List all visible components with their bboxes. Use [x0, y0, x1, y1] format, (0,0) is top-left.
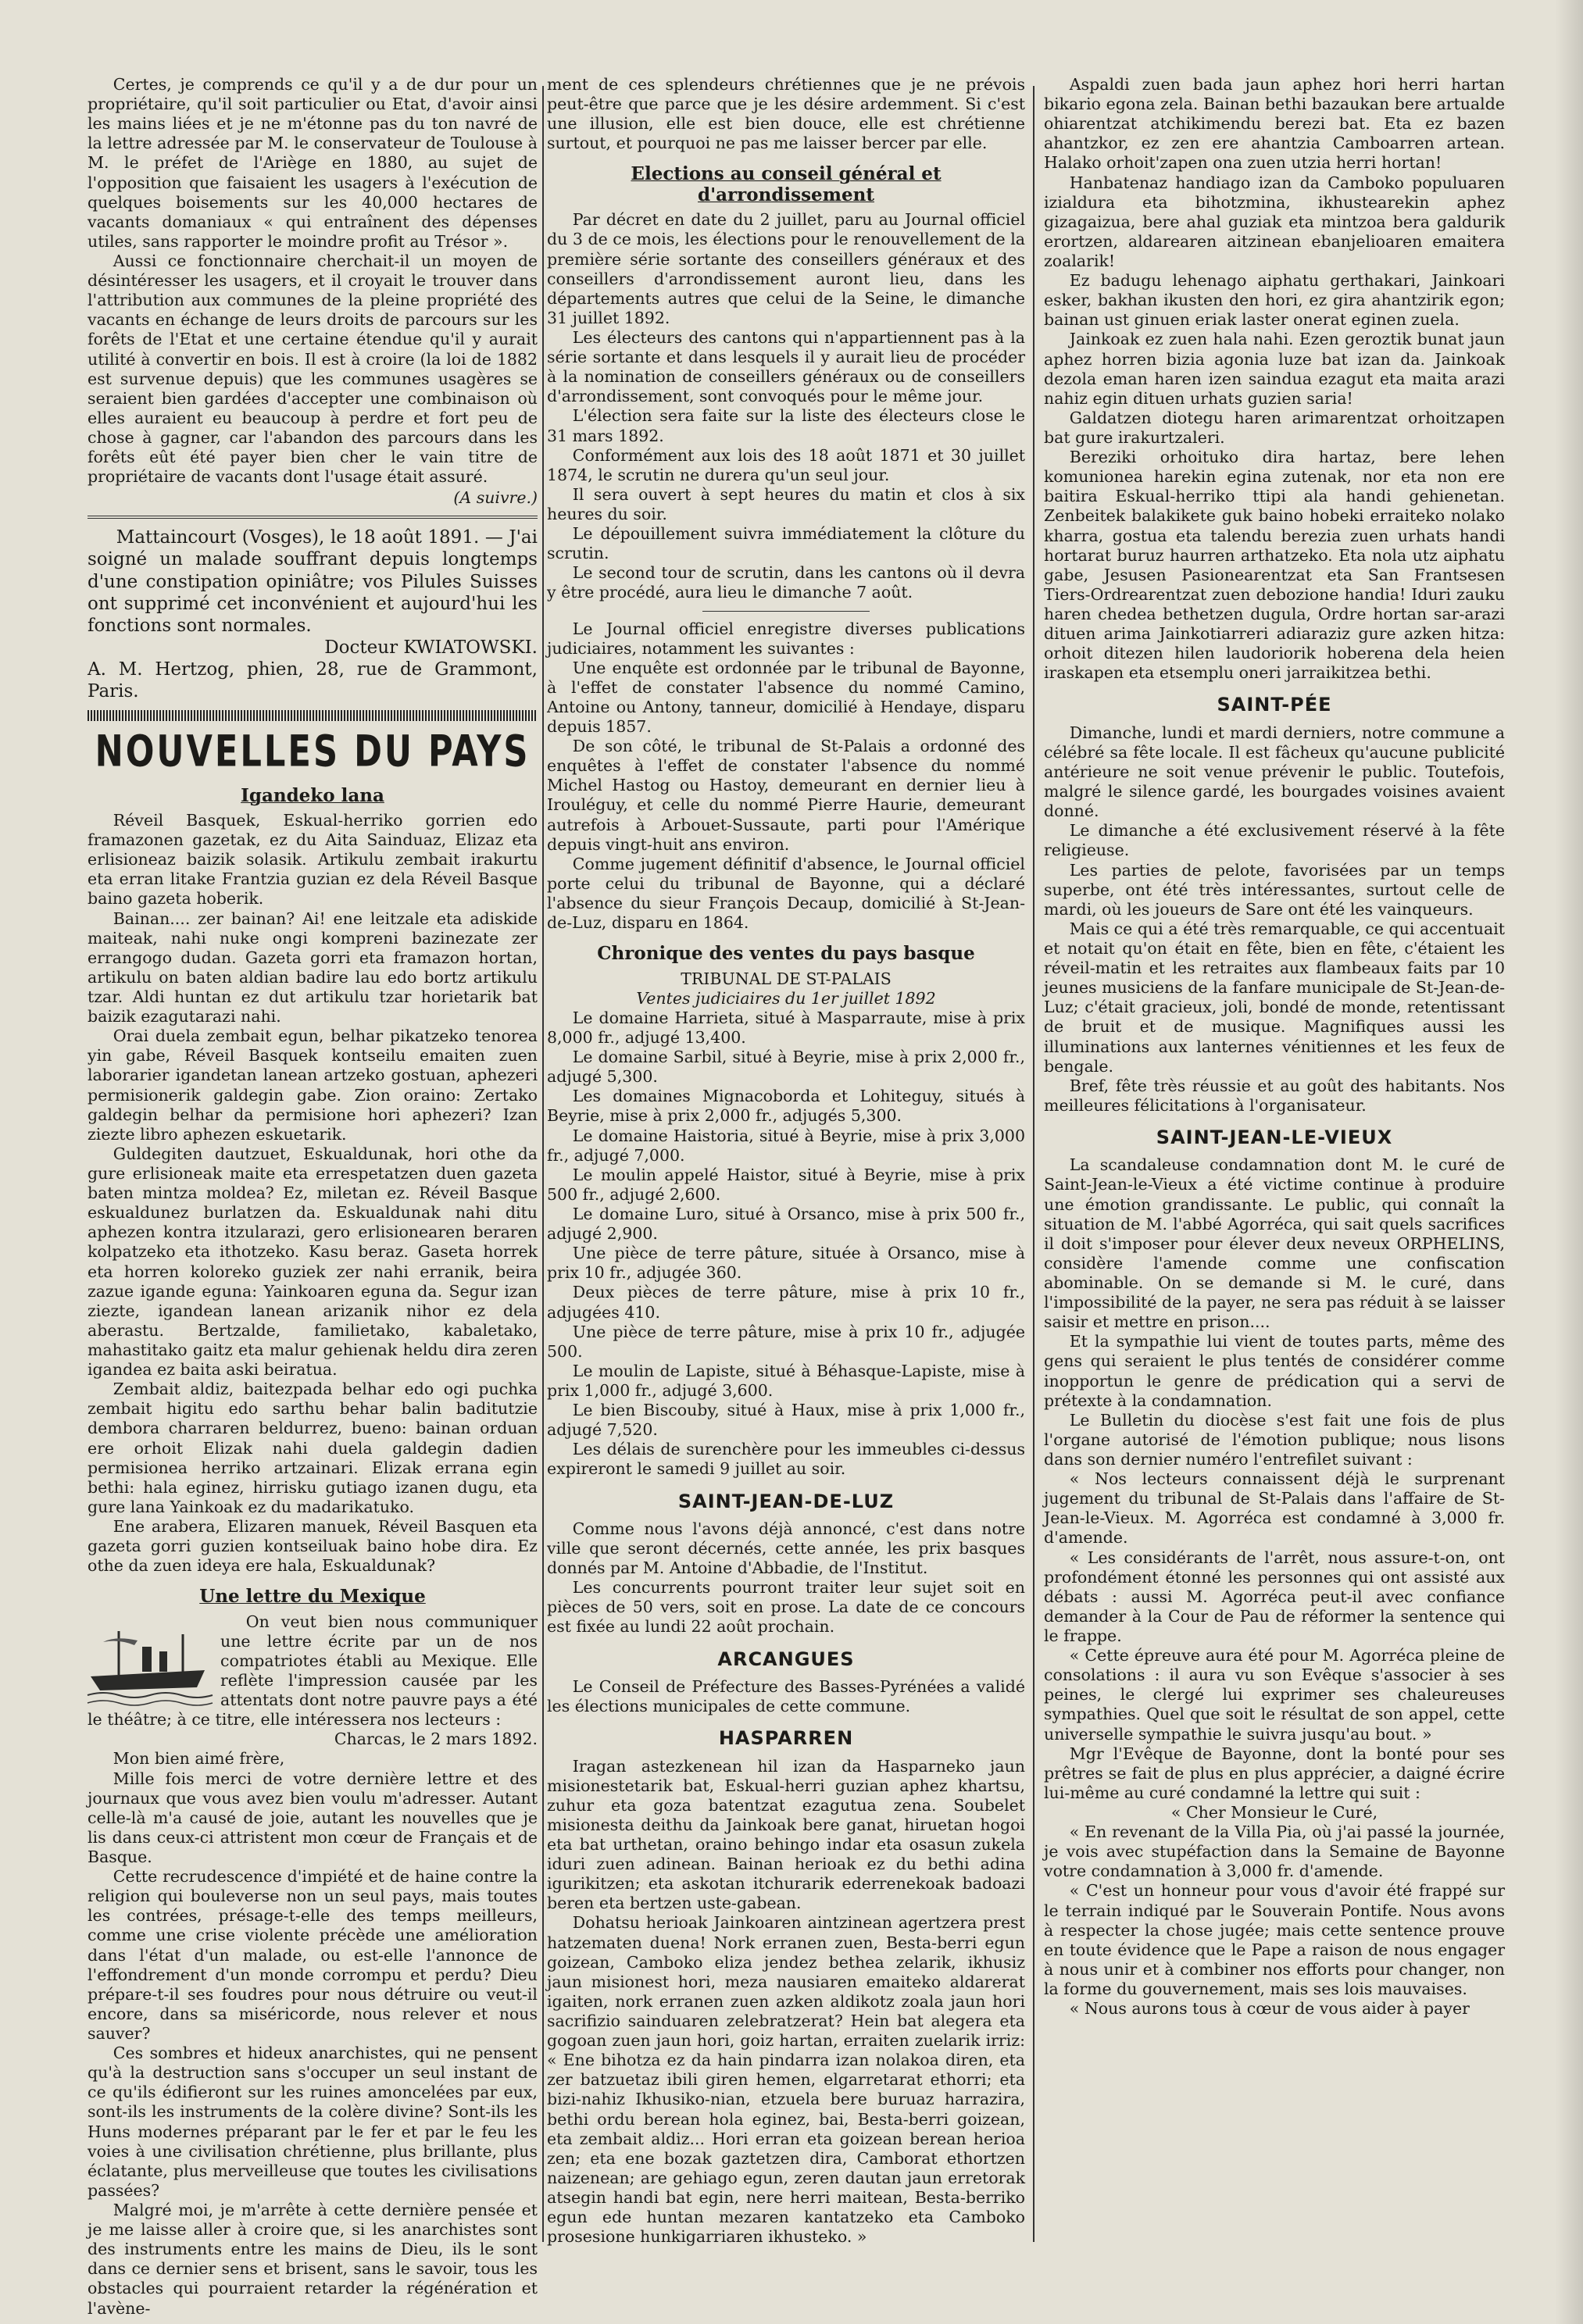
- article-paragraph: « Cette épreuve aura été pour M. Agorréca pleine de consolations : il aura vu son Evêque s'associer à ses peines, le clergé lui exprimer ses chaleureuses sympathies. Quel que soit le résultat de son appel, cette universelle sympathie le suivra jusqu'au bout. »: [1044, 1646, 1505, 1744]
- ad-address: A. M. Hertzog, phien, 28, rue de Grammont, Paris.: [88, 659, 538, 701]
- article-paragraph: Le dépouillement suivra immédiatement la clôture du scrutin.: [547, 524, 1025, 563]
- article-paragraph: La scandaleuse condamnation dont M. le curé de Saint-Jean-le-Vieux a été victime continue à produire une émotion grandissante. Le public, qui connaît la situation de M. l'abbé Agorréca, qui sait quels sacrifices il doit s'imposer pour élever deux neveux ORPHELINS, considère l'amende comme une confiscation abominable. On se demande si M. le curé, dans l'impossibilité de la payer, ne sera pas réduit à se laisser saisir et mettre en prison....: [1044, 1155, 1505, 1332]
- article-paragraph: Ene arabera, Elizaren manuek, Réveil Basquen eta gazeta gorri guzien kontseiluak baino hobe dira. Ez othe da zuen ideya ere hala, Eskualdunak?: [88, 1516, 538, 1576]
- sale-item: Le domaine Haistoria, situé à Beyrie, mise à prix 3,000 fr., adjugé 7,000.: [547, 1126, 1025, 1165]
- article-paragraph: Bereziki orhoituko dira hartaz, bere lehen komunionea harekin egina zutenak, nor eta non ere baitira Eskual-herriko ttipi ala handi gehienetan. Zenbeitek balakikete guk baino hobeki erraiteko nolako kharra, gostua eta talendu berezia zuen urhats handi hortarat buruz haurren arthatzeko. Eta nola utz aiphatu gabe, Jesusen Pasionearentzat eta San Frantsesen Tiers-Ordrearentzat zuen debozione handia! Iduri zauku haren chedea bethetzen dugula, Ordre hortan sar-arazi dituen arima Jainkotiarreri adiaraziz gure azken hitza: orhoit ditezen hilen laudoriorik hoberena dela heien iraskapen eta etsemplu oneri jarraikitzea bethi.: [1044, 448, 1505, 683]
- ad-signature: Docteur KWIATOWSKI.: [324, 637, 538, 658]
- article-paragraph: Ces sombres et hideux anarchistes, qui ne pensent qu'à la destruction sans s'occuper un seul instant de ce qu'ils édifieront sur les ruines amoncelées par eux, sont-ils les instruments de la colère divine? Sont-ils les Huns modernes préparant par le fer et par le feu les voies à une civilisation chrétienne, plus brillante, plus éclatante, plus merveilleuse que toutes les civilisations passées?: [88, 2044, 538, 2200]
- sale-item: Les délais de surenchère pour les immeubles ci-dessus expireront le samedi 9 juillet au soir.: [547, 1440, 1025, 1479]
- letter-date: Charcas, le 2 mars 1892.: [334, 1730, 538, 1749]
- article-paragraph: Le dimanche a été exclusivement réservé à la fête religieuse.: [1044, 821, 1505, 860]
- article-paragraph: Bref, fête très réussie et au goût des habitants. Nos meilleures félicitations à l'organisateur.: [1044, 1076, 1505, 1115]
- article-paragraph: Une enquête est ordonnée par le tribunal de Bayonne, à l'effet de constater l'absence du nommé Camino, Antoine ou Antony, tanneur, domicilié à Hendaye, disparu depuis 1857.: [547, 658, 1025, 737]
- article-paragraph: Aspaldi zuen bada jaun aphez hori herri hartan bikario egona zela. Bainan bethi bazaukan bere artualde ohiarentzat atchikimendu berezi bat. Eta ez bazen ahantzkor, ez zen ere ahantzia Camboarren artean. Halako orhoit'zapen ona zuen utzia herri hortan!: [1044, 75, 1505, 173]
- article-paragraph: Le second tour de scrutin, dans les cantons où il devra y être procédé, aura lieu le dimanche 7 août.: [547, 563, 1025, 602]
- article-paragraph: Malgré moi, je m'arrête à cette dernière pensée et je me laisse aller à croire que, si les anarchistes sont des instruments entre les mains de Dieu, ils le sont dans ce dernier sens et brisent, sans le savoir, tous les obstacles qui pourraient retarder la régénération et l'avène-: [88, 2201, 538, 2318]
- column-rule-2: [1033, 86, 1034, 2242]
- tribunal-label: TRIBUNAL DE ST-PALAIS: [681, 969, 892, 988]
- article-paragraph: Mgr l'Evêque de Bayonne, dont la bonté pour ses prêtres se fait de plus en plus apprécier, a daigné écrire lui-même au curé condamné la lettre qui suit :: [1044, 1744, 1505, 1802]
- article-paragraph: On veut bien nous communiquer une lettre écrite par un de nos compatriotes établi au Mexique. Elle reflète l'impression causée par les attentats dont notre pauvre pays a été le théâtre; à ce titre, elle intéressera nos lecteurs :: [88, 1612, 538, 1730]
- article-paragraph: Orai duela zembait egun, belhar pikatzeko tenorea yin gabe, Réveil Basquek kontseilu emaiten zuen laborarier igandetan lanean artzeko gostuan, aphezeri permisionerik galdegin gabe. Zion oraino: Zertako galdegin belhar da permisione hori aphezeri? Izan ziezte libro aphezen eskuetarik.: [88, 1026, 538, 1144]
- article-paragraph: Comme jugement définitif d'absence, le Journal officiel porte celui du tribunal de Bayonne, qui a déclaré l'absence du sieur François Decaup, domicilié à St-Jean-de-Luz, disparu en 1864.: [547, 854, 1025, 933]
- headline-saint-jean-le-vieux: SAINT-JEAN-LE-VIEUX: [1156, 1126, 1393, 1148]
- sale-item: Une pièce de terre pâture, mise à prix 10 fr., adjugée 500.: [547, 1322, 1025, 1361]
- article-paragraph: Jainkoak ez zuen hala nahi. Ezen geroztik bunat jaun aphez horren bizia agonia luze bat izan da. Jainkoak dezola eman haren izen saindua ezagut eta maita arazi nahiz egin dituen urhats guzien saria!: [1044, 330, 1505, 408]
- article-paragraph: Et la sympathie lui vient de toutes parts, même des gens qui seraient le plus tentés de considérer comme inopportun le genre de prédication qui a servi de prétexte à la condamnation.: [1044, 1332, 1505, 1410]
- column-rule-1: [542, 86, 544, 2242]
- article-paragraph: Zembait aldiz, baitezpada belhar edo ogi puchka zembait higitu edo sarthu behar balin baditutzie dembora charraren beldurrez, bueno: bainan orduan ere orhoit Elizak nahi duela galdegin dadien permisionea herriko artzainari. Elizak errana egin bethi: hala eginez, hirrisku gutiago izanen dugu, eta gure lana Yainkoak ez du madarikatuko.: [88, 1380, 538, 1516]
- article-paragraph: Guldegiten dautzuet, Eskualdunak, hori othe da gure erlisioneak maite eta errespetatzen duen gazeta baten mintza moldea? Ez, miletan ez. Réveil Basque eskualdunez burlatzen da. Eskualdunak nahi ditu aphezen kontra itzularazi, gero erlisionearen beraren kolpatzeko eta ithotzeko. Kasu beraz. Gaseta horrek eta horren koloreko guziek zer nahi erranik, beira zazue igande eguna: Yainkoaren eguna da. Segur izan ziezte, igandean lanean arizanik nihor ez dela aberastu. Bertzalde, familietako, kabaletako, mahastitako gaitz eta malur gehienak heldu dira zeren igandea ez baita aski beiratua.: [88, 1144, 538, 1380]
- headline-saint-jean-de-luz: SAINT-JEAN-DE-LUZ: [677, 1490, 895, 1512]
- article-paragraph: Mais ce qui a été très remarquable, ce qui accentuait et notait qu'on était en fête, bien en fête, c'étaient les réveil-matin et les retraites aux flambeaux faits par 10 jeunes musiciens de la fanfare municipale de St-Jean-de-Luz; c'était gracieux, joli, bondé de monde, retentissant de bruit et de musique. Magnifiques aussi les illuminations aux lanternes vénitiennes et les feux de bengale.: [1044, 919, 1505, 1076]
- headline-hasparren: HASPARREN: [718, 1727, 854, 1750]
- article-paragraph: Il sera ouvert à sept heures du matin et clos à six heures du soir.: [547, 484, 1025, 523]
- article-paragraph: Hanbatenaz handiago izan da Camboko populuaren izialdura eta bihotzmina, ikhustearekin aphez gizagaizua, bere ahal guziak eta mintzoa bera galdurik erortzen, aldarearen aitzinean ebanjelioaren emaitera zoalarik!: [1044, 173, 1505, 270]
- article-paragraph: Dimanche, lundi et mardi derniers, notre commune a célébré sa fête locale. Il est fâcheux qu'aucune publicité antérieure ne soit venue prévenir le public. Toutefois, malgré le silence gardé, les bourgades voisines avaient donné.: [1044, 723, 1505, 821]
- headline-elections: Elections au conseil général et d'arrondissement: [631, 163, 942, 205]
- steamship-illustration: [88, 1615, 213, 1709]
- headline-arcangues: ARCANGUES: [717, 1648, 855, 1670]
- sale-item: Le domaine Sarbil, situé à Beyrie, mise à prix 2,000 fr., adjugé 5,300.: [547, 1048, 1025, 1087]
- article-paragraph: « Les considérants de l'arrêt, nous assure-t-on, ont profondément étonné les personnes qui ont assisté aux débats : aussi M. Agorréca peut-il avec confiance demander à la Cour de Pau de réformer la sentence qui le frappe.: [1044, 1548, 1505, 1645]
- article-paragraph: Comme nous l'avons déjà annoncé, c'est dans notre ville que seront décernés, cette année, les prix basques donnés par M. Antoine d'Abbadie, de l'Institut.: [547, 1519, 1025, 1578]
- article-paragraph: Les parties de pelote, favorisées par un temps superbe, ont été très intéressantes, surtout celle de mardi, où les joueurs de Sare ont été les vainqueurs.: [1044, 860, 1505, 919]
- article-paragraph: Cette recrudescence d'impiété et de haine contre la religion qui bouleverse non un seul pays, mais toutes les contrées, présage-t-elle des temps meilleurs, comme une crise violente précède une amélioration dans l'état d'un malade, ou est-elle l'annonce de l'effondrement d'un monde corrompu et perdu? Dieu prépare-t-il ses foudres pour nous détruire ou veut-il encore, dans sa miséricorde, nous relever et nous sauver?: [88, 1867, 538, 2044]
- sale-item: Le moulin de Lapiste, situé à Béhasque-Lapiste, mise à prix 1,000 fr., adjugé 3,600.: [547, 1361, 1025, 1400]
- article-paragraph: Les électeurs des cantons qui n'appartiennent pas à la série sortante et dans lesquels il y aurait lieu de procéder à la nomination de conseillers généraux ou de conseillers d'arrondissement, sont convoqués pour le même jour.: [547, 327, 1025, 406]
- ornamental-band: [88, 710, 538, 721]
- headline-lettre-mexique: Une lettre du Mexique: [199, 1586, 426, 1608]
- article-paragraph: Le Conseil de Préfecture des Basses-Pyrénées a validé les élections municipales de cette commune.: [547, 1676, 1025, 1716]
- sale-item: Une pièce de terre pâture, située à Orsanco, mise à prix 10 fr., adjugée 360.: [547, 1244, 1025, 1283]
- headline-saint-pee: SAINT-PÉE: [1217, 694, 1332, 716]
- article-paragraph: Mille fois merci de votre dernière lettre et des journaux que vous avez bien voulu m'adresser. Autant celle-là m'a causé de joie, autant les nouvelles que je lis dans ceux-ci attristent mon cœur de Français et de Basque.: [88, 1769, 538, 1867]
- column-1: [88, 75, 538, 2318]
- letter-salutation: Mon bien aimé frère,: [113, 1749, 285, 1769]
- article-paragraph: Conformément aux lois des 18 août 1871 et 30 juillet 1874, le scrutin ne durera qu'un seul jour.: [547, 445, 1025, 484]
- article-paragraph: « C'est un honneur pour vous d'avoir été frappé sur le terrain indiqué par le Souverain Pontife. Nous avons à respecter la chose jugée; mais cette sentence prouve en toute évidence que le Pape a raison de nous engager à nous unir et à combiner nos efforts pour changer, non la forme du gouvernement, mais ses lois mauvaises.: [1044, 1881, 1505, 1998]
- sale-item: Le moulin appelé Haistor, situé à Beyrie, mise à prix 500 fr., adjugé 2,600.: [547, 1165, 1025, 1204]
- article-paragraph: « Nos lecteurs connaissent déjà le surprenant jugement du tribunal de St-Palais dans l'affaire de St-Jean-le-Vieux. M. Agorréca est condamné à 3,000 fr. d'amende.: [1044, 1469, 1505, 1548]
- sale-item: Le domaine Luro, situé à Orsanco, mise à prix 500 fr., adjugé 2,900.: [547, 1205, 1025, 1244]
- article-paragraph: Certes, je comprends ce qu'il y a de dur pour un propriétaire, qu'il soit particulier ou Etat, d'avoir ainsi les mains liées et je ne m'étonne pas du ton navré de la lettre adressée par M. le conservateur de Toulouse à M. le préfet de l'Ariège en 1880, au sujet de l'opposition que faisaient les usagers à l'exécution de quelques boisements sur les 40,000 hectares de vacants domaniaux « qui entraînent des dépenses utiles, sans rapporter le moindre profit au Trésor ».: [88, 75, 538, 251]
- article-paragraph: « Nous aurons tous à cœur de vous aider à payer: [1069, 1999, 1470, 2019]
- sale-item: Deux pièces de terre pâture, mise à prix 10 fr., adjugées 410.: [547, 1283, 1025, 1322]
- article-paragraph: De son côté, le tribunal de St-Palais a ordonné des enquêtes à l'effet de constater l'absence du nommé Michel Hastog ou Hastoy, demeurant en dernier lieu à Irouléguy, et celle du nommé Pierre Haurie, demeurant autrefois à Arbouet-Sussaute, parti pour l'Amérique depuis vingt-huit ans environ.: [547, 737, 1025, 854]
- article-paragraph: Par décret en date du 2 juillet, paru au Journal officiel du 3 de ce mois, les élections pour le renouvellement de la première série sortante des conseillers généraux et des conseillers d'arrondissement auront lieu, dans les départements autres que celui de la Seine, le dimanche 31 juillet 1892.: [547, 210, 1025, 327]
- article-paragraph: Les concurrents pourront traiter leur sujet soit en pièces de 50 vers, soit en prose. La date de ce concours est fixée au lundi 22 août prochain.: [547, 1578, 1025, 1637]
- column-3: [1044, 75, 1505, 2297]
- article-paragraph: Le Journal officiel enregistre diverses publications judiciaires, notamment les suivantes :: [547, 619, 1025, 658]
- sale-item: Le bien Biscouby, situé à Haux, mise à prix 1,000 fr., adjugé 7,520.: [547, 1401, 1025, 1440]
- article-paragraph: Réveil Basquek, Eskual-herriko gorrien edo framazonen gazetak, ez du Aita Sainduaz, Elizaz eta erlisioneaz baizik solasik. Artikulu zembait irakurtu eta erran litake Frantzia guzian ez dela Réveil Basque baino gazeta hoberik.: [88, 811, 538, 909]
- article-paragraph: Aussi ce fonctionnaire cherchait-il un moyen de désintéresser les usagers, et il croyait le trouver dans l'attribution aux communes de la pleine propriété des vacants en échange de leurs droits de parcours sur les forêts de l'Etat et une certaine étendue qu'il y aurait utilité à convertir en bois. Il est à croire (la loi de 1882 est survenue depuis) que les communes usagères se seraient bien gardées d'accepter une combinaison où elles auraient eu beaucoup à perdre et fort peu de chose à gagner, car l'abandon des parcours dans les forêts eût été payer bien cher le vain titre de propriétaire de vacants dont l'usage était assuré.: [88, 251, 538, 487]
- article-paragraph: Ez badugu lehenago aiphatu gerthakari, Jainkoari esker, bakhan ikusten den hori, ez gira ahantzirik egon; bainan ust ginuen eriak laster onerat eginen zuela.: [1044, 271, 1505, 330]
- article-paragraph: Dohatsu herioak Jainkoaren aintzinean agertzera prest hatzematen duena! Nork erranen zuen, Besta-berri egun goizean, Camboko eliza jendez bethea zelarik, ikhusiz jaun misionest hori, meza nausiaren emaiteko aldarerat igaiten, nork erranen zuen azken aldikotz zoala jaun hori sacrifizio sainduaren zelebratzerat? Hein bat alegera eta gogoan zuen jaun hori, goiz hartan, erraiten zuelarik irriz: « Ene bihotza ez da hain pindarra izan nolakoa diren, eta zer batzuetaz ibili giren hemen, elgarretarat ethorri; eta bizi-nahiz Ikhusiko-nian, etzuela bere buruaz harrazira, bethi ordu berean hola eginez, bai, Besta-berri goizean, eta zembait aldiz... Hori erran eta goizean berean herioa zen; eta ene bozak gaztetzen dira, Camborat ethortzen naizenean; are gehiago egun, zeren dautan jaun erretorak atsegin handi bat egin, nere herri maitean, Besta-berriko egun ede huntan mezaren kantatzeko eta Camboko prosesione hunkigarriaren ikhusteko. »: [547, 1913, 1025, 2247]
- article-paragraph: « En revenant de la Villa Pia, où j'ai passé la journée, je vois avec stupéfaction dans la Semaine de Bayonne votre condamnation à 3,000 fr. d'amende.: [1044, 1822, 1505, 1881]
- sale-item: Le domaine Harrieta, situé à Masparraute, mise à prix 8,000 fr., adjugé 13,400.: [547, 1008, 1025, 1048]
- article-paragraph: Galdatzen diotegu haren arimarentzat orhoitzapen bat gure irakurtzaleri.: [1044, 408, 1505, 447]
- article-paragraph: ment de ces splendeurs chrétiennes que je ne prévois peut-être que parce que je les désire ardemment. Si c'est une illusion, elle est bien douce, elle est chrétienne surtout, et pourquoi ne pas me laisser bercer par elle.: [547, 75, 1025, 153]
- article-paragraph: Bainan.... zer bainan? Ai! ene leitzale eta adiskide maiteak, nahi nuke ongi kompreni bazinezate zer errangogo dudan. Gazeta gorri eta framazon hortan, artikulu on baten aldian badire lau edo bortz artikulu tzar. Aldi huntan ez dut artikulu tzar horietarik bat baizik ezagutarazi nahi.: [88, 909, 538, 1026]
- ad-text: Mattaincourt (Vosges), le 18 août 1891. — J'ai soigné un malade souffrant depuis longtemps d'une constipation opiniâtre; vos Pilules Suisses ont supprimé cet inconvénient et aujourd'hui les fonctions sont normales.: [88, 527, 538, 636]
- to-be-continued: (A suivre.): [453, 488, 538, 508]
- article-paragraph: Le Bulletin du diocèse s'est fait une fois de plus l'organe autorisé de l'émotion publique; nous lisons dans son dernier numéro l'entrefilet suivant :: [1044, 1410, 1505, 1469]
- headline-chronique-ventes: Chronique des ventes du pays basque: [597, 943, 975, 965]
- letter-salutation: « Cher Monsieur le Curé,: [1170, 1802, 1378, 1822]
- ventes-label: Ventes judiciaires du 1er juillet 1892: [636, 988, 936, 1008]
- sale-item: Les domaines Mignacoborda et Lohiteguy, situés à Beyrie, mise à prix 2,000 fr., adjugés 5,300.: [547, 1087, 1025, 1126]
- article-paragraph: L'élection sera faite sur la liste des électeurs close le 31 mars 1892.: [547, 406, 1025, 445]
- section-title: NOUVELLES DU PAYS: [95, 726, 531, 776]
- advertisement: [88, 527, 538, 701]
- column-2: [547, 75, 1025, 2297]
- divider: [88, 516, 538, 519]
- article-paragraph: Iragan astezkenean hil izan da Hasparneko jaun misionestetarik bat, Eskual-herri guzian aphez khartsu, zuhur eta goza batentzat ezagutua zena. Soubelet misionesta deithu da Jainkoak bere ganat, hiruetan hogoi eta bat urthetan, oraino behingo indar eta osasun zukela iduri zuen adinean. Bainan herioak ez du bethi adina igurikitzen; eta askotan itchurarik ederrenekoak badoazi beren eta bertzen uste-gabean.: [547, 1756, 1025, 1913]
- divider: [702, 611, 870, 612]
- headline-igandeko-lana: Igandeko lana: [241, 784, 384, 806]
